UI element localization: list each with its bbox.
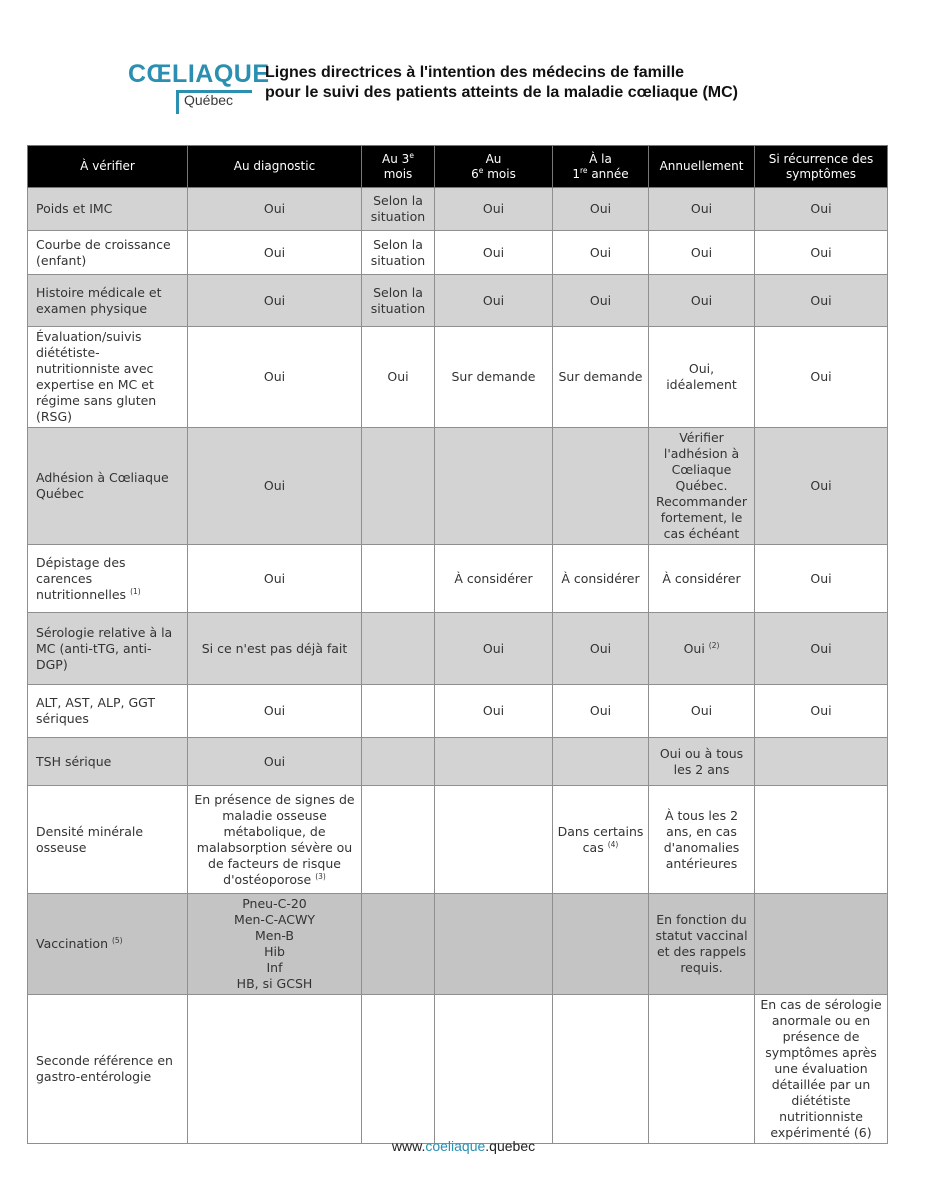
table-cell [553, 786, 649, 894]
header-text: année [587, 166, 629, 181]
header-cell: Si récurrence des symptômes [755, 146, 888, 188]
table-cell: Oui [435, 613, 553, 685]
header-cell: À vérifier [28, 146, 188, 188]
header-text: 1 [572, 166, 580, 181]
cell-text: Dans certains cas [557, 823, 644, 855]
table-cell: Oui [435, 188, 553, 231]
table-cell: Oui [649, 685, 755, 738]
table-cell [755, 738, 888, 786]
logo [128, 60, 270, 120]
row-label: Courbe de croissance (enfant) [28, 231, 188, 275]
table-cell: Oui [435, 231, 553, 275]
row-label: Sérologie relative à la MC (anti-tTG, anti-DGP) [28, 613, 188, 685]
table-cell: Oui [188, 428, 362, 545]
table-cell: Oui [755, 428, 888, 545]
table-cell [553, 738, 649, 786]
table-cell: Si ce n'est pas déjà fait [188, 613, 362, 685]
table-cell: Oui [649, 275, 755, 327]
table-cell: Oui [553, 188, 649, 231]
table-cell: Oui [755, 545, 888, 613]
cell-text: En présence de signes de maladie osseuse métabolique, de malabsorption sévère ou de facteurs de risque d'ostéoporose [194, 791, 355, 887]
table-row [28, 685, 888, 738]
row-label: Adhésion à Cœliaque Québec [28, 428, 188, 545]
row-label-text: Vaccination [36, 936, 108, 951]
header-text: 6 [471, 166, 479, 181]
table-row [28, 327, 888, 428]
header-cell [362, 146, 435, 188]
table-cell [649, 995, 755, 1144]
table-cell: Oui [188, 231, 362, 275]
header-text: mois [383, 166, 413, 181]
table-cell [362, 428, 435, 545]
table-cell: Oui, idéalement [649, 327, 755, 428]
header-sup: e [409, 150, 414, 160]
table-cell [435, 738, 553, 786]
logo-wordmark: CŒLIAQUE [128, 60, 270, 88]
table-cell: Selon la situation [362, 188, 435, 231]
footnote-ref: (4) [607, 839, 619, 849]
table-cell [553, 894, 649, 995]
table-row [28, 786, 888, 894]
footer-url[interactable] [0, 1138, 927, 1154]
table-row [28, 613, 888, 685]
row-label [28, 545, 188, 613]
header-sup: e [478, 165, 484, 175]
table-cell: Vérifier l'adhésion à Cœliaque Québec. Recommander fortement, le cas échéant [649, 428, 755, 545]
row-label: Densité minérale osseuse [28, 786, 188, 894]
table-cell [553, 428, 649, 545]
header-text: mois [483, 166, 516, 181]
table-cell [435, 786, 553, 894]
row-label: TSH sérique [28, 738, 188, 786]
header-cell: Au diagnostic [188, 146, 362, 188]
table-cell: Oui [553, 275, 649, 327]
table-cell [362, 995, 435, 1144]
header-cell [435, 146, 553, 188]
table-row [28, 738, 888, 786]
table-cell: Oui [649, 231, 755, 275]
header-cell [553, 146, 649, 188]
footnote-ref: (5) [111, 935, 123, 945]
table-cell [755, 894, 888, 995]
footnote-ref: (2) [708, 640, 720, 650]
header-sup: re [579, 165, 588, 175]
table-row [28, 188, 888, 231]
table-row [28, 545, 888, 613]
logo-bar-vertical [176, 90, 179, 114]
table-cell: Oui [755, 231, 888, 275]
row-label-text: Dépistage des carences nutritionnelles [36, 554, 127, 602]
table-cell: Oui [755, 613, 888, 685]
header-text: Au 3 [382, 151, 410, 166]
table-cell [649, 613, 755, 685]
table-cell [362, 738, 435, 786]
table-row [28, 231, 888, 275]
table-cell: Sur demande [553, 327, 649, 428]
table-cell: Oui [553, 685, 649, 738]
table-cell: Oui [188, 188, 362, 231]
row-label: Évaluation/suivis diététiste-nutritionniste avec expertise en MC et régime sans gluten (RSG) [28, 327, 188, 428]
table-cell: Oui [553, 231, 649, 275]
header-row [28, 146, 888, 188]
table-cell: Oui [188, 327, 362, 428]
table-cell [362, 613, 435, 685]
table-row [28, 995, 888, 1144]
table-cell: En cas de sérologie anormale ou en présence de symptômes après une évaluation détaillée par un diététiste nutritionniste expérimenté (6) [755, 995, 888, 1144]
table-cell: Oui [188, 545, 362, 613]
guidelines-table [27, 145, 888, 1144]
footer-accent: coeliaque [425, 1138, 486, 1154]
header-cell: Annuellement [649, 146, 755, 188]
footnote-ref: (3) [315, 871, 326, 881]
table-cell: Selon la situation [362, 275, 435, 327]
table-cell: À considérer [553, 545, 649, 613]
footer-suffix: .quebec [485, 1138, 536, 1154]
table-cell [362, 786, 435, 894]
table-cell: Oui [188, 685, 362, 738]
cell-text: Oui [683, 640, 705, 656]
table-cell [362, 894, 435, 995]
table-cell [435, 894, 553, 995]
table-cell [188, 786, 362, 894]
table-cell: Oui [435, 275, 553, 327]
footer-prefix: www. [391, 1138, 426, 1154]
table-cell: Oui [188, 738, 362, 786]
table-cell: Oui [755, 275, 888, 327]
table-row [28, 428, 888, 545]
table-cell: Oui [755, 685, 888, 738]
table-cell: Selon la situation [362, 231, 435, 275]
table-cell: Oui [362, 327, 435, 428]
table-cell: Oui [649, 188, 755, 231]
footnote-ref: (1) [130, 586, 141, 596]
title-line-2: pour le suivi des patients atteints de la maladie cœliaque (MC) [265, 84, 738, 101]
table-cell: Sur demande [435, 327, 553, 428]
table-cell [435, 428, 553, 545]
table-row [28, 894, 888, 995]
row-label: Seconde référence en gastro-entérologie [28, 995, 188, 1144]
table-cell: À considérer [435, 545, 553, 613]
table-cell: Oui [755, 188, 888, 231]
table-cell [362, 545, 435, 613]
table-cell: À tous les 2 ans, en cas d'anomalies antérieures [649, 786, 755, 894]
table-cell [553, 995, 649, 1144]
table-cell: Oui [755, 327, 888, 428]
row-label: ALT, AST, ALP, GGT sériques [28, 685, 188, 738]
header-text: Au [485, 151, 502, 166]
table-cell: Oui [553, 613, 649, 685]
table-cell: À considérer [649, 545, 755, 613]
table-row [28, 275, 888, 327]
row-label: Histoire médicale et examen physique [28, 275, 188, 327]
table-cell [362, 685, 435, 738]
table-cell [188, 995, 362, 1144]
header-text: À la [589, 151, 612, 166]
title-line-1: Lignes directrices à l'intention des médecins de famille [265, 64, 685, 81]
table-cell: En fonction du statut vaccinal et des rappels requis. [649, 894, 755, 995]
logo-subtitle: Québec [184, 92, 234, 108]
table-cell: Oui [435, 685, 553, 738]
table-cell: Oui ou à tous les 2 ans [649, 738, 755, 786]
table-cell [755, 786, 888, 894]
table-cell: Oui [188, 275, 362, 327]
row-label: Poids et IMC [28, 188, 188, 231]
row-label [28, 894, 188, 995]
table-cell [435, 995, 553, 1144]
document-title [265, 63, 738, 103]
table-cell: Pneu-C-20 Men-C-ACWY Men-B Hib Inf HB, si GCSH [188, 894, 362, 995]
